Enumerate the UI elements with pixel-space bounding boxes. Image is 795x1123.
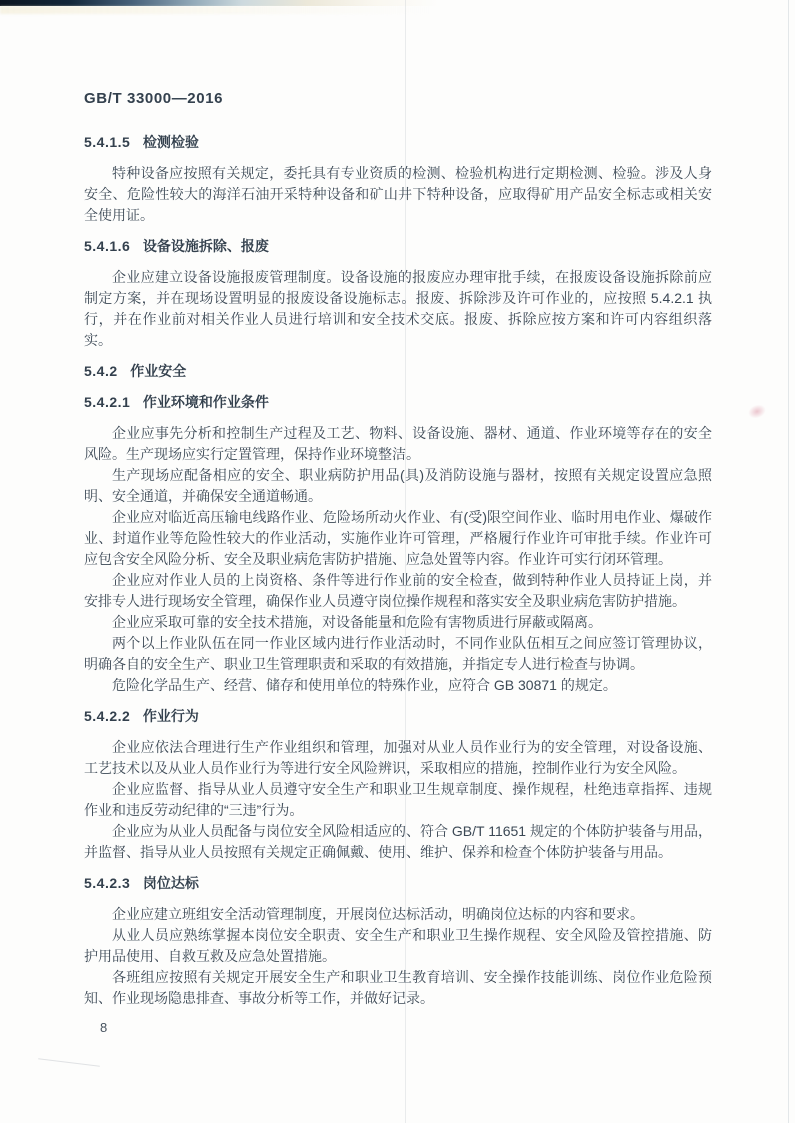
scan-pink-smudge (746, 402, 767, 420)
section-number: 5.4.2.1 (84, 394, 131, 410)
body-paragraph: 从业人员应熟练掌握本岗位安全职责、安全生产和职业卫生操作规程、安全风险及管控措施、防护用品使用、自救互救及应急处置措施。 (84, 927, 712, 964)
body-paragraph: 危险化学品生产、经营、储存和使用单位的特殊作业，应符合 GB 30871 的规定。 (112, 677, 617, 693)
body-paragraph: 特种设备应按照有关规定，委托具有专业资质的检测、检验机构进行定期检测、检验。涉及人身安全、危险性较大的海洋石油开采特种设备和矿山井下特种设备，应取得矿用产品安全标志或相关安全使用证。 (84, 165, 712, 223)
section-number: 5.4.1.6 (84, 238, 131, 254)
body-paragraph: 企业应为从业人员配备与岗位安全风险相适应的、符合 GB/T 11651 规定的个体防护装备与用品，并监督、指导从业人员按照有关规定正确佩戴、使用、维护、保养和检查个体防护装备与用品。 (84, 823, 712, 860)
body-paragraph: 企业应建立设备设施报废管理制度。设备设施的报废应办理审批手续，在报废设备设施拆除前应制定方案，并在现场设置明显的报废设备设施标志。报废、拆除涉及许可作业的，应按照 5.4.2.1 执行，并在作业前对相关作业人员进行培训和安全技术交底。报废、拆除应按方案和许可内容组织落实。 (84, 269, 712, 348)
document-body (84, 132, 712, 1009)
body-paragraph: 各班组应按照有关规定开展安全生产和职业卫生教育培训、安全操作技能训练、岗位作业危险预知、作业现场隐患排查、事故分析等工作，并做好记录。 (84, 969, 712, 1006)
body-paragraph: 企业应事先分析和控制生产过程及工艺、物料、设备设施、器材、通道、作业环境等存在的安全风险。生产现场应实行定置管理，保持作业环境整洁。 (84, 425, 712, 462)
section-heading-5.4.1.6 (84, 236, 712, 257)
scan-scratch-mark (38, 1058, 100, 1067)
body-paragraph: 企业应采取可靠的安全技术措施，对设备能量和危险有害物质进行屏蔽或隔离。 (112, 614, 602, 630)
scan-right-edge-line (788, 0, 789, 1123)
body-paragraph: 生产现场应配备相应的安全、职业病防护用品(具)及消防设施与器材，按照有关规定设置应急照明、安全通道，并确保安全通道畅通。 (84, 467, 712, 504)
section-heading-5.4.2.1 (84, 392, 712, 413)
body-paragraph: 企业应对作业人员的上岗资格、条件等进行作业前的安全检查，做到特种作业人员持证上岗，并安排专人进行现场安全管理，确保作业人员遵守岗位操作规程和落实安全及职业病危害防护措施。 (84, 572, 712, 609)
section-title: 作业环境和作业条件 (142, 394, 269, 410)
section-title: 作业安全 (130, 363, 187, 379)
section-heading-5.4.2.2 (84, 706, 712, 727)
section-number: 5.4.1.5 (84, 134, 131, 150)
scan-artifact-top-glow (0, 6, 430, 14)
section-title: 设备设施拆除、报废 (142, 238, 269, 254)
page-number: 8 (100, 1020, 108, 1035)
section-heading-5.4.2 (84, 361, 712, 382)
section-title: 作业行为 (142, 708, 199, 724)
body-paragraph: 企业应依法合理进行生产作业组织和管理，加强对从业人员作业行为的安全管理，对设备设施、工艺技术以及从业人员作业行为等进行安全风险辨识，采取相应的措施，控制作业行为安全风险。 (84, 739, 712, 776)
section-number: 5.4.2 (84, 363, 118, 379)
section-title: 岗位达标 (142, 875, 199, 891)
body-paragraph: 企业应监督、指导从业人员遵守安全生产和职业卫生规章制度、操作规程，杜绝违章指挥、违规作业和违反劳动纪律的“三违”行为。 (84, 781, 712, 818)
section-number: 5.4.2.3 (84, 875, 131, 891)
body-paragraph: 企业应对临近高压输电线路作业、危险场所动火作业、有(受)限空间作业、临时用电作业、爆破作业、封道作业等危险性较大的作业活动，实施作业许可管理，严格履行作业许可审批手续。作业许可应包含安全风险分析、安全及职业病危害防护措施、应急处置等内容。作业许可实行闭环管理。 (84, 509, 712, 567)
body-paragraph: 两个以上作业队伍在同一作业区域内进行作业活动时，不同作业队伍相互之间应签订管理协议，明确各自的安全生产、职业卫生管理职责和采取的有效措施，并指定专人进行检查与协调。 (84, 635, 712, 672)
section-title: 检测检验 (142, 134, 199, 150)
section-heading-5.4.1.5 (84, 132, 712, 153)
section-heading-5.4.2.3 (84, 873, 712, 894)
page-content (84, 88, 712, 1009)
body-paragraph: 企业应建立班组安全活动管理制度，开展岗位达标活动，明确岗位达标的内容和要求。 (112, 906, 644, 922)
section-number: 5.4.2.2 (84, 708, 131, 724)
standard-code-header: GB/T 33000—2016 (84, 90, 224, 107)
